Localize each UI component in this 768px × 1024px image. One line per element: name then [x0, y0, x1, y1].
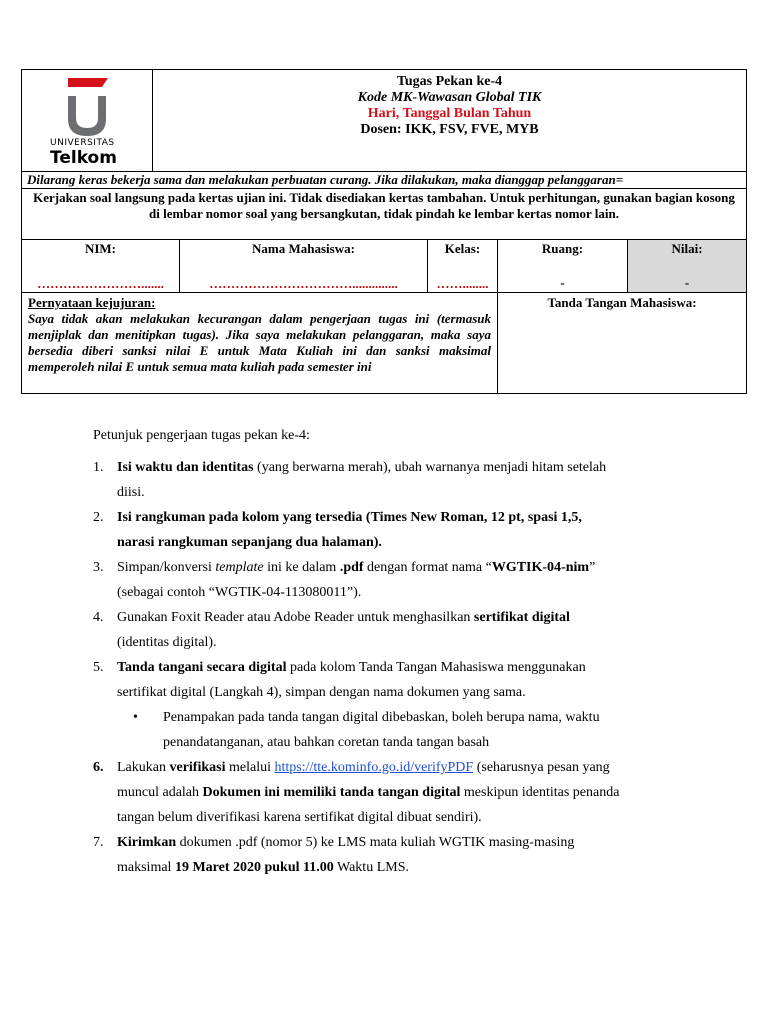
- telkom-logo-icon: [22, 70, 152, 171]
- title-block: [153, 70, 746, 171]
- item-text: maksimal: [117, 860, 175, 875]
- item-bold: .pdf: [339, 560, 364, 575]
- item-text: (yang berwarna merah), ubah warnanya menjadi hitam setelah: [253, 460, 607, 475]
- item-number: 1.: [93, 460, 104, 475]
- sub-list-item: [93, 705, 683, 755]
- item-text: Lakukan: [117, 760, 170, 775]
- item-bold: verifikasi: [169, 760, 226, 775]
- item-number: 3.: [93, 560, 104, 575]
- item-number: 6.: [93, 760, 104, 775]
- item-text: meskipun identitas penanda: [460, 785, 620, 800]
- lecturers: Dosen: IKK, FSV, FVE, MYB: [360, 122, 539, 137]
- item-bold: 19 Maret 2020 pukul 11.00: [174, 860, 334, 875]
- list-item: [93, 830, 683, 880]
- item-text: Waktu LMS.: [333, 860, 409, 875]
- item-text: diisi.: [117, 485, 145, 500]
- list-item: [93, 755, 683, 830]
- grade-field: [628, 240, 746, 292]
- class-dots: ……........: [436, 277, 489, 291]
- student-name-label: Nama Mahasiswa:: [252, 241, 355, 256]
- item-text: muncul adalah: [117, 785, 203, 800]
- item-text: (sebagai contoh “WGTIK-04-113080011”).: [117, 585, 362, 600]
- item-bold: Tanda tangani secara digital: [117, 660, 287, 675]
- item-italic: template: [215, 560, 264, 575]
- honesty-statement: [22, 293, 497, 393]
- room-value: -: [560, 275, 565, 290]
- item-number: 7.: [93, 835, 104, 850]
- item-bold: Kirimkan: [117, 835, 177, 850]
- honesty-title: Pernyataan kejujuran:: [28, 295, 156, 310]
- header-form-table: [21, 69, 747, 394]
- item-text: Gunakan Foxit Reader atau Adobe Reader untuk menghasilkan: [117, 610, 474, 625]
- item-text: penandatanganan, atau bahkan coretan tanda tangan basah: [163, 735, 490, 750]
- item-number: 2.: [93, 510, 104, 525]
- item-bold: sertifikat digital: [473, 610, 570, 625]
- item-text: dokumen .pdf (nomor 5) ke LMS mata kuliah WGTIK masing-masing: [176, 835, 575, 850]
- item-text: Simpan/konversi: [117, 560, 216, 575]
- list-item: [93, 505, 683, 555]
- item-number: 5.: [93, 660, 104, 675]
- nim-dots: …………………….......: [37, 277, 164, 291]
- date-placeholder: Hari, Tanggal Bulan Tahun: [367, 106, 532, 121]
- grade-value: -: [684, 275, 690, 290]
- instruction-list: [93, 455, 683, 880]
- logo-text-top: UNIVERSITAS: [50, 138, 115, 148]
- item-text: (identitas digital).: [117, 635, 217, 650]
- item-text: dengan format nama “: [363, 560, 492, 575]
- item-text: pada kolom Tanda Tangan Mahasiswa menggunakan: [286, 660, 586, 675]
- nim-label: NIM:: [84, 241, 117, 256]
- exam-instructions: Kerjakan soal langsung pada kertas ujian ini. Tidak disediakan kertas tambahan. Untuk perhitungan, gunakan bagian kosong di lembar nomor soal yang bersangkutan, tidak pindah ke lembar kertas nomor lain.: [33, 190, 735, 221]
- list-item: [93, 555, 683, 605]
- item-bold: Dokumen ini memiliki tanda tangan digital: [202, 785, 461, 800]
- item-text: (seharusnya pesan yang: [473, 760, 610, 775]
- assignment-title: Tugas Pekan ke-4: [396, 74, 503, 89]
- signature-label: Tanda Tangan Mahasiswa:: [547, 295, 697, 310]
- cheating-warning: Dilarang keras bekerja sama dan melakukan perbuatan curang. Jika dilakukan, maka dianggap pelanggaran=: [27, 172, 624, 187]
- course-code: Kode MK-Wawasan Global TIK: [357, 90, 542, 105]
- item-text: Penampakan pada tanda tangan digital dibebaskan, boleh berupa nama, waktu: [163, 710, 600, 725]
- student-name-field[interactable]: [180, 240, 427, 292]
- item-text: ”: [589, 560, 596, 575]
- honesty-text: Saya tidak akan melakukan kecurangan dalam pengerjaan tugas ini (termasuk menjiplak dan menitipkan tugas). Jika saya melakukan pelanggaran, maka saya bersedia diberi sanksi nilai E untuk Mata Kuliah ini dan sanksi maksimal memperoleh nilai E untuk semua mata kuliah pada semester ini: [28, 311, 491, 374]
- nim-field[interactable]: [22, 240, 179, 292]
- logo-text-bottom: Telkom: [50, 148, 117, 168]
- room-field[interactable]: [498, 240, 627, 292]
- item-bold: Isi waktu dan identitas: [117, 460, 254, 475]
- grade-label: Nilai:: [671, 241, 703, 256]
- university-logo: [22, 70, 152, 171]
- student-name-dots: ……………………………..............: [209, 277, 398, 291]
- list-item: [93, 455, 683, 505]
- item-bold: WGTIK-04-nim: [491, 560, 590, 575]
- item-bold: Isi rangkuman pada kolom yang tersedia (Times New Roman, 12 pt, spasi 1,5,: [117, 510, 582, 525]
- class-label: Kelas:: [444, 241, 481, 256]
- item-text: tangan belum diverifikasi karena sertifikat digital dibuat sendiri).: [117, 810, 482, 825]
- item-number: 4.: [93, 610, 104, 625]
- list-item: [93, 605, 683, 655]
- bullet-icon: •: [133, 710, 138, 725]
- signature-area[interactable]: [498, 315, 746, 391]
- instructions-intro: Petunjuk pengerjaan tugas pekan ke-4:: [93, 428, 310, 443]
- room-label: Ruang:: [541, 241, 584, 256]
- item-bold: narasi rangkuman sepanjang dua halaman).: [117, 535, 382, 550]
- verify-pdf-link[interactable]: https://tte.kominfo.go.id/verifyPDF: [274, 760, 474, 775]
- item-text: ini ke dalam: [263, 560, 340, 575]
- item-text: melalui: [225, 760, 275, 775]
- class-field[interactable]: [428, 240, 497, 292]
- list-item: [93, 655, 683, 705]
- item-text: sertifikat digital (Langkah 4), simpan dengan nama dokumen yang sama.: [117, 685, 526, 700]
